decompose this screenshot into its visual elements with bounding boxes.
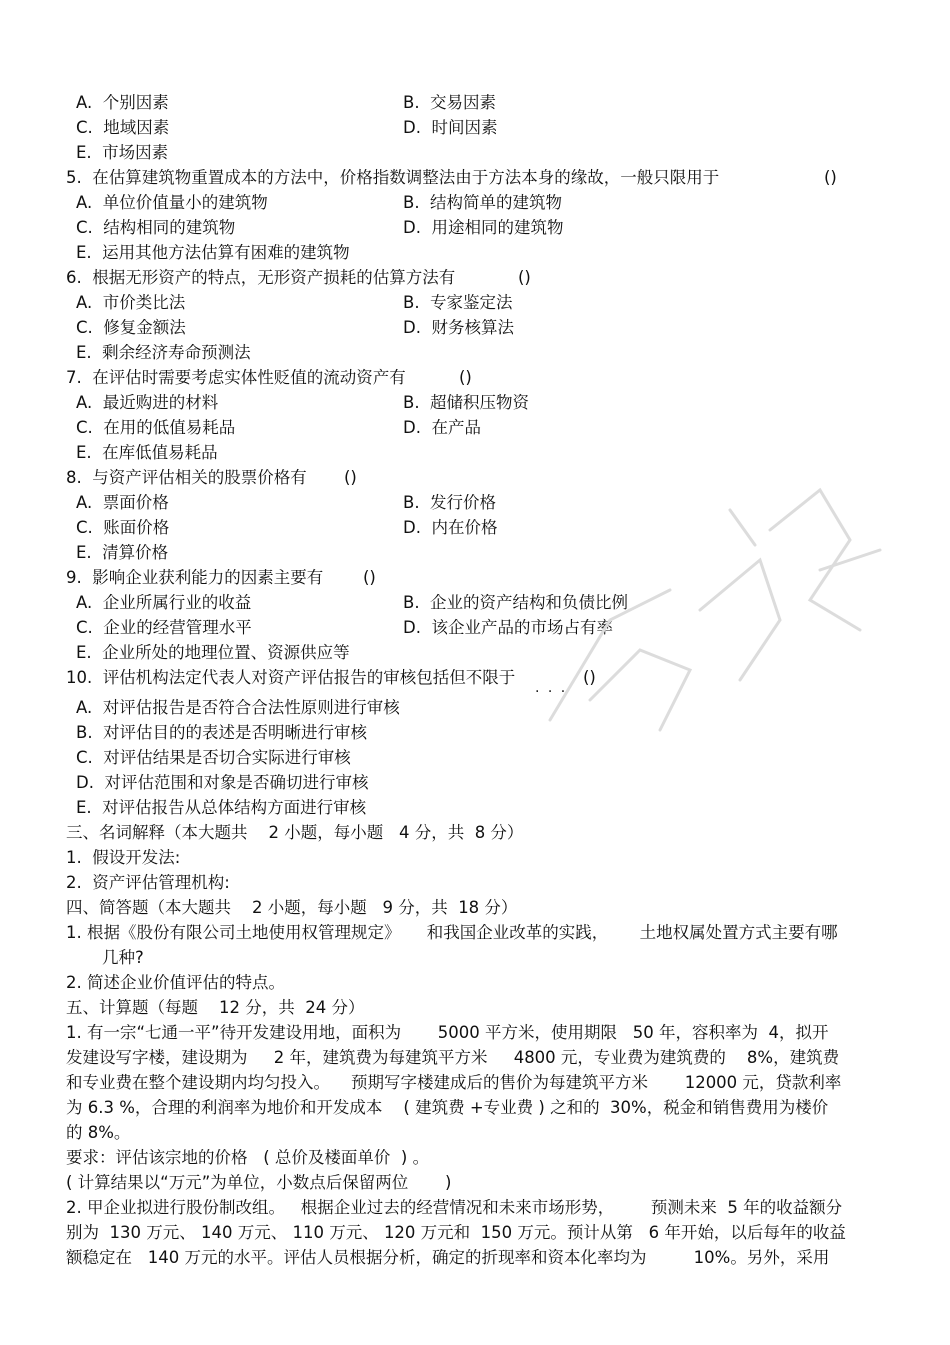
q5-stem: 5. 在估算建筑物重置成本的方法中，价格指数调整法由于方法本身的缘故，一般只限用于 (66, 168, 720, 187)
section3-heading: 三、名词解释（本大题共 2 小题，每小题 4 分，共 8 分） (66, 823, 524, 842)
q7-option-d: D. 在产品 (403, 418, 481, 437)
section5-p1-line5: 的 8%。 (66, 1123, 131, 1142)
section5-note: ( 计算结果以“万元”为单位，小数点后保留两位 ) (66, 1173, 452, 1192)
q7-option-e: E. 在库低值易耗品 (76, 443, 218, 462)
q8-option-c: C. 账面价格 (76, 518, 170, 537)
q5-option-b: B. 结构简单的建筑物 (403, 193, 563, 212)
section3-q1: 1. 假设开发法: (66, 848, 181, 867)
section5-p1-line3: 和专业费在整个建设期内均匀投入。 预期写字楼建成后的售价为每建筑平方米 12000 元，贷款利率 (66, 1073, 842, 1092)
q5-option-e: E. 运用其他方法估算有困难的建筑物 (76, 243, 350, 262)
q6-option-a: A. 市价类比法 (76, 293, 186, 312)
q10-option-d: D. 对评估范围和对象是否确切进行审核 (76, 773, 369, 792)
section5-p1-line2: 发建设写字楼，建设期为 2 年，建筑费为每建筑平方米 4800 元，专业费为建筑费的 8%，建筑费 (66, 1048, 840, 1067)
section5-p2-line2: 别为 130 万元、 140 万元、 110 万元、 120 万元和 150 万元。预计从第 6 年开始，以后每年的收益 (66, 1223, 846, 1242)
section3-q2: 2. 资产评估管理机构: (66, 873, 230, 892)
q10-stem: 10. 评估机构法定代表人对资产评估报告的审核包括但不限于 (66, 668, 516, 687)
q8-option-a: A. 票面价格 (76, 493, 169, 512)
q4-option-a: A. 个别因素 (76, 93, 169, 112)
q5-paren: () (824, 168, 837, 187)
q5-option-c: C. 结构相同的建筑物 (76, 218, 236, 237)
q9-stem: 9. 影响企业获利能力的因素主要有 (66, 568, 324, 587)
q4-option-c: C. 地域因素 (76, 118, 170, 137)
q8-paren: () (344, 468, 357, 487)
section5-requirement: 要求：评估该宗地的价格 ( 总价及楼面单价 ) 。 (66, 1148, 430, 1167)
q9-option-b: B. 企业的资产结构和负债比例 (403, 593, 629, 612)
q6-option-d: D. 财务核算法 (403, 318, 514, 337)
q9-paren: () (363, 568, 376, 587)
section4-heading: 四、简答题（本大题共 2 小题，每小题 9 分，共 18 分） (66, 898, 518, 917)
q8-stem: 8. 与资产评估相关的股票价格有 (66, 468, 307, 487)
section4-q2: 2. 简述企业价值评估的特点。 (66, 973, 285, 992)
q8-option-d: D. 内在价格 (403, 518, 498, 537)
q7-option-b: B. 超储积压物资 (403, 393, 530, 412)
q10-option-c: C. 对评估结果是否切合实际进行审核 (76, 748, 351, 767)
section5-p1-line4: 为 6.3 %，合理的利润率为地价和开发成本 ( 建筑费 +专业费 ) 之和的 30%，税金和销售费用为楼价 (66, 1098, 829, 1117)
q6-option-e: E. 剩余经济寿命预测法 (76, 343, 251, 362)
q10-emphasis-dots: . . . (535, 680, 568, 696)
q7-option-a: A. 最近购进的材料 (76, 393, 219, 412)
section5-p2-line3: 额稳定在 140 万元的水平。评估人员根据分析，确定的折现率和资本化率均为 10%。另外，采用 (66, 1248, 830, 1267)
q6-paren: () (518, 268, 531, 287)
q7-stem: 7. 在评估时需要考虑实体性贬值的流动资产有 (66, 368, 406, 387)
q7-paren: () (459, 368, 472, 387)
q9-option-e: E. 企业所处的地理位置、资源供应等 (76, 643, 350, 662)
q9-option-c: C. 企业的经营管理水平 (76, 618, 252, 637)
section5-p1-line1: 1. 有一宗“七通一平”待开发建设用地，面积为 5000 平方米，使用期限 50 年，容积率为 4，拟开 (66, 1023, 829, 1042)
section5-heading: 五、计算题（每题 12 分，共 24 分） (66, 998, 365, 1017)
q6-option-c: C. 修复金额法 (76, 318, 186, 337)
q9-option-a: A. 企业所属行业的收益 (76, 593, 252, 612)
q10-option-b: B. 对评估目的的表述是否明晰进行审核 (76, 723, 368, 742)
q6-option-b: B. 专家鉴定法 (403, 293, 513, 312)
q5-option-a: A. 单位价值量小的建筑物 (76, 193, 268, 212)
q6-stem: 6. 根据无形资产的特点，无形资产损耗的估算方法有 (66, 268, 456, 287)
q4-option-e: E. 市场因素 (76, 143, 169, 162)
q7-option-c: C. 在用的低值易耗品 (76, 418, 236, 437)
q4-option-b: B. 交易因素 (403, 93, 497, 112)
section4-q1-line1: 1. 根据《股份有限公司土地使用权管理规定》 和我国企业改革的实践， 土地权属处置方式主要有哪 (66, 923, 838, 942)
section4-q1-line2: 几种? (102, 948, 144, 967)
q4-option-d: D. 时间因素 (403, 118, 498, 137)
section5-p2-line1: 2. 甲企业拟进行股份制改组。 根据企业过去的经营情况和未来市场形势， 预测未来 5 年的收益额分 (66, 1198, 843, 1217)
q8-option-e: E. 清算价格 (76, 543, 169, 562)
q10-option-e: E. 对评估报告从总体结构方面进行审核 (76, 798, 367, 817)
q5-option-d: D. 用途相同的建筑物 (403, 218, 564, 237)
q8-option-b: B. 发行价格 (403, 493, 497, 512)
q10-option-a: A. 对评估报告是否符合合法性原则进行审核 (76, 698, 400, 717)
q10-paren: () (583, 668, 596, 687)
q9-option-d: D. 该企业产品的市场占有率 (403, 618, 613, 637)
